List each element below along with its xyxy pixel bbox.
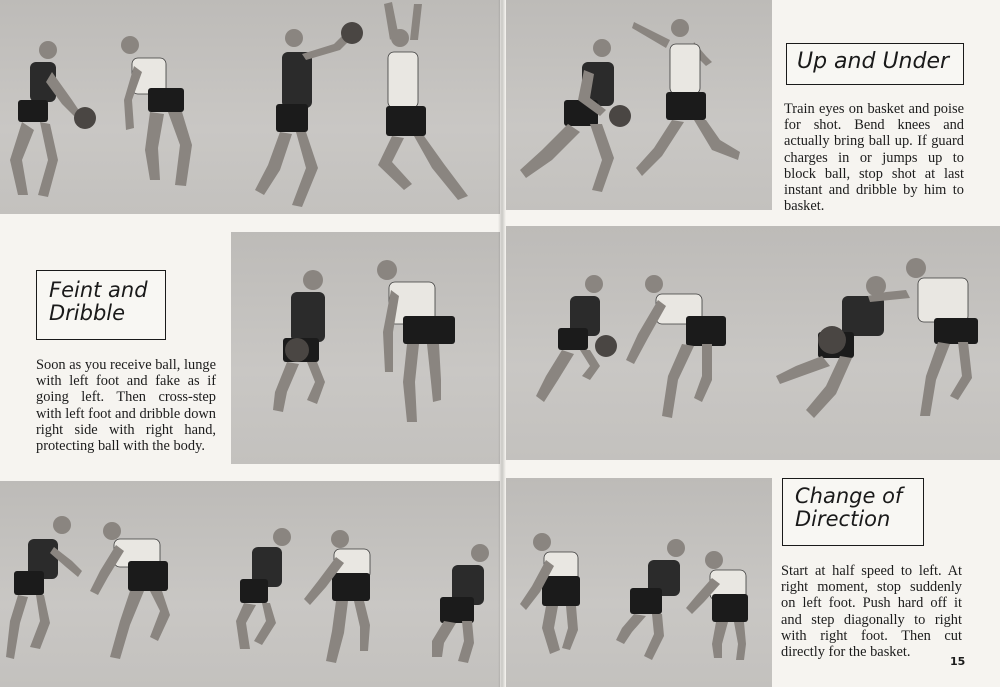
- player-figure: [273, 270, 325, 412]
- heading-text-line1: Feint and: [49, 278, 148, 302]
- player-figure: [632, 19, 740, 176]
- heading-feint-and-dribble: [36, 270, 166, 340]
- body-up-and-under: Train eyes on basket and poise for shot. Bend knees and actually bring ball up. If guard charges in or jumps up to block ball, stop shot at last instant and dribble by him to basket.: [784, 101, 964, 215]
- photo-feint-and-dribble-part2: [506, 226, 1000, 460]
- players-illustration: [231, 232, 500, 464]
- photo-up-and-under-part1: [0, 0, 500, 214]
- book-gutter: [498, 0, 506, 687]
- player-figure: [378, 2, 468, 200]
- heading-text-line2: Dribble: [49, 301, 126, 326]
- player-figure: [686, 551, 748, 660]
- player-figure: [304, 530, 370, 663]
- player-figure: [236, 528, 291, 649]
- page-number: 15: [950, 655, 966, 668]
- heading-text-line1: Change of: [795, 484, 903, 508]
- players-illustration: [0, 481, 500, 687]
- player-figure: [616, 539, 685, 660]
- body-feint-and-dribble: Soon as you receive ball, lunge with left foot and fake as if going left. Then cross-step with left foot and dribble down right side with right hand, protecting ball with the body.: [36, 357, 216, 455]
- player-figure: [377, 260, 455, 422]
- photo-up-and-under-part2: [506, 0, 772, 210]
- heading-text: Up and Under: [797, 49, 950, 74]
- player-figure: [626, 275, 726, 418]
- photo-change-of-direction-part1: [0, 481, 500, 687]
- players-illustration: [506, 226, 1000, 460]
- photo-feint-and-dribble-part1: [231, 232, 500, 464]
- players-illustration: [506, 0, 772, 210]
- player-figure: [10, 41, 96, 197]
- player-figure: [536, 275, 617, 402]
- player-figure: [90, 522, 170, 659]
- players-illustration: [0, 0, 500, 214]
- player-figure: [432, 544, 489, 663]
- heading-text-line2: Direction: [795, 507, 891, 532]
- player-figure: [255, 22, 363, 207]
- heading-up-and-under: [786, 43, 964, 85]
- player-figure: [6, 516, 82, 659]
- player-figure: [121, 36, 192, 186]
- players-illustration: [506, 478, 772, 687]
- body-change-of-direction: Start at half speed to left. At right moment, stop suddenly on left foot. Push hard off it and step diagonally to right with right foot. Then cut directly for the basket.: [781, 563, 962, 661]
- player-figure: [520, 39, 631, 192]
- player-figure: [520, 533, 580, 654]
- heading-change-of-direction: [782, 478, 924, 546]
- photo-change-of-direction-part2: [506, 478, 772, 687]
